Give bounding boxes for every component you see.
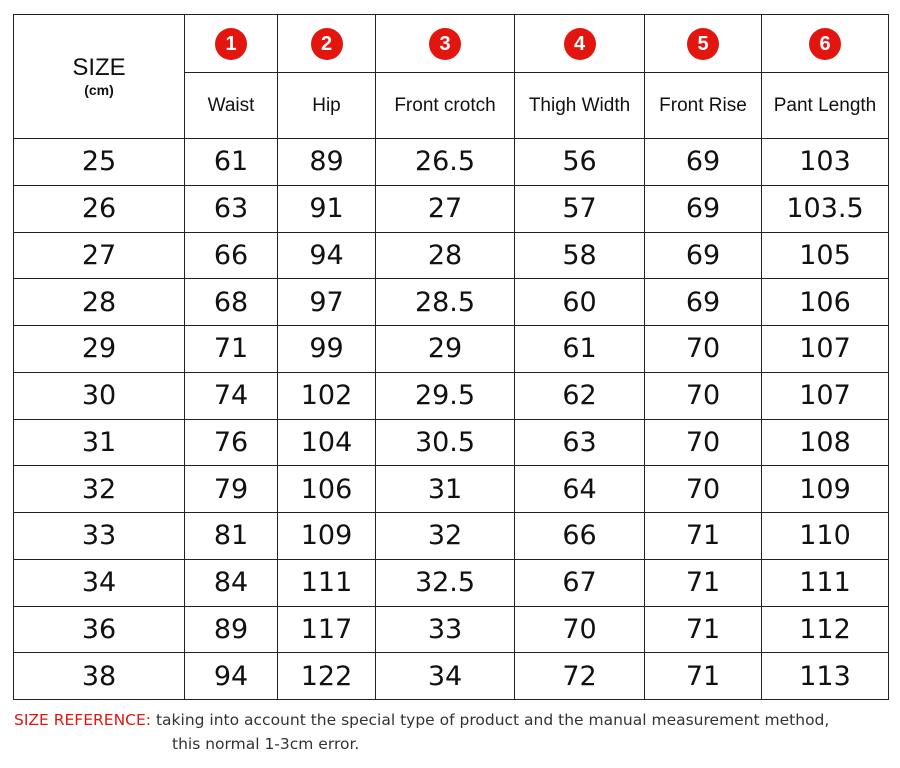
cell-hip: 102	[278, 372, 376, 419]
cell-front-rise: 70	[645, 419, 762, 466]
column-header-pant-length: Pant Length	[762, 73, 889, 139]
cell-size: 29	[14, 326, 185, 373]
cell-hip: 109	[278, 513, 376, 560]
cell-waist: 89	[185, 606, 278, 653]
column-header-thigh-width: Thigh Width	[515, 73, 645, 139]
cell-thigh-width: 57	[515, 185, 645, 232]
table-row	[14, 139, 889, 186]
cell-size: 32	[14, 466, 185, 513]
cell-front-rise: 70	[645, 466, 762, 513]
cell-hip: 111	[278, 559, 376, 606]
cell-waist: 63	[185, 185, 278, 232]
cell-front-crotch: 33	[376, 606, 515, 653]
size-table-body	[14, 139, 889, 700]
cell-front-crotch: 31	[376, 466, 515, 513]
column-header-front-rise: Front Rise	[645, 73, 762, 139]
cell-thigh-width: 56	[515, 139, 645, 186]
cell-front-rise: 69	[645, 185, 762, 232]
cell-size: 26	[14, 185, 185, 232]
cell-waist: 71	[185, 326, 278, 373]
cell-front-crotch: 32.5	[376, 559, 515, 606]
cell-waist: 61	[185, 139, 278, 186]
cell-pant-length: 107	[762, 372, 889, 419]
cell-thigh-width: 61	[515, 326, 645, 373]
cell-front-crotch: 26.5	[376, 139, 515, 186]
column-number-cell	[278, 15, 376, 73]
cell-front-rise: 69	[645, 279, 762, 326]
cell-hip: 117	[278, 606, 376, 653]
cell-front-rise: 71	[645, 653, 762, 700]
cell-hip: 106	[278, 466, 376, 513]
cell-waist: 66	[185, 232, 278, 279]
cell-front-crotch: 30.5	[376, 419, 515, 466]
cell-size: 28	[14, 279, 185, 326]
cell-pant-length: 112	[762, 606, 889, 653]
cell-pant-length: 106	[762, 279, 889, 326]
cell-pant-length: 103.5	[762, 185, 889, 232]
column-number-badge: 1	[215, 28, 247, 60]
cell-size: 34	[14, 559, 185, 606]
cell-front-rise: 69	[645, 232, 762, 279]
cell-hip: 99	[278, 326, 376, 373]
cell-front-rise: 70	[645, 372, 762, 419]
column-number-badge: 3	[429, 28, 461, 60]
column-number-cell	[762, 15, 889, 73]
cell-waist: 68	[185, 279, 278, 326]
column-number-badge: 6	[809, 28, 841, 60]
cell-hip: 91	[278, 185, 376, 232]
table-row	[14, 466, 889, 513]
column-number-cell	[376, 15, 515, 73]
column-header-hip: Hip	[278, 73, 376, 139]
cell-thigh-width: 60	[515, 279, 645, 326]
cell-hip: 122	[278, 653, 376, 700]
cell-waist: 84	[185, 559, 278, 606]
table-row	[14, 653, 889, 700]
cell-size: 27	[14, 232, 185, 279]
size-reference-note	[14, 708, 829, 756]
cell-thigh-width: 66	[515, 513, 645, 560]
table-row	[14, 232, 889, 279]
cell-hip: 89	[278, 139, 376, 186]
cell-pant-length: 111	[762, 559, 889, 606]
cell-size: 25	[14, 139, 185, 186]
table-row	[14, 372, 889, 419]
cell-hip: 97	[278, 279, 376, 326]
table-row	[14, 279, 889, 326]
cell-pant-length: 110	[762, 513, 889, 560]
cell-pant-length: 105	[762, 232, 889, 279]
cell-front-crotch: 28.5	[376, 279, 515, 326]
column-number-badge: 4	[564, 28, 596, 60]
column-number-cell	[185, 15, 278, 73]
cell-front-crotch: 32	[376, 513, 515, 560]
header-number-row	[14, 15, 889, 73]
size-reference-text-line-2: this normal 1-3cm error.	[172, 735, 360, 753]
table-row	[14, 559, 889, 606]
cell-thigh-width: 70	[515, 606, 645, 653]
cell-front-crotch: 28	[376, 232, 515, 279]
cell-thigh-width: 67	[515, 559, 645, 606]
cell-front-rise: 71	[645, 559, 762, 606]
cell-size: 31	[14, 419, 185, 466]
column-header-waist: Waist	[185, 73, 278, 139]
cell-front-rise: 71	[645, 606, 762, 653]
cell-hip: 94	[278, 232, 376, 279]
cell-waist: 81	[185, 513, 278, 560]
cell-thigh-width: 64	[515, 466, 645, 513]
cell-waist: 79	[185, 466, 278, 513]
size-unit-label: (cm)	[84, 81, 114, 98]
cell-hip: 104	[278, 419, 376, 466]
size-header-cell	[14, 15, 185, 139]
cell-front-crotch: 29.5	[376, 372, 515, 419]
table-row	[14, 513, 889, 560]
column-number-badge: 2	[311, 28, 343, 60]
cell-pant-length: 113	[762, 653, 889, 700]
cell-size: 33	[14, 513, 185, 560]
cell-front-crotch: 34	[376, 653, 515, 700]
size-chart-table	[13, 14, 889, 700]
cell-thigh-width: 72	[515, 653, 645, 700]
size-header-label: SIZE	[72, 53, 126, 81]
table-row	[14, 606, 889, 653]
cell-pant-length: 109	[762, 466, 889, 513]
column-header-front-crotch: Front crotch	[376, 73, 515, 139]
column-number-cell	[515, 15, 645, 73]
table-row	[14, 326, 889, 373]
cell-thigh-width: 62	[515, 372, 645, 419]
column-number-cell	[645, 15, 762, 73]
table-row	[14, 419, 889, 466]
cell-pant-length: 103	[762, 139, 889, 186]
cell-thigh-width: 58	[515, 232, 645, 279]
cell-waist: 74	[185, 372, 278, 419]
size-reference-text-line-1: taking into account the special type of product and the manual measurement method,	[155, 711, 830, 729]
cell-front-rise: 71	[645, 513, 762, 560]
cell-waist: 76	[185, 419, 278, 466]
column-number-badge: 5	[687, 28, 719, 60]
cell-waist: 94	[185, 653, 278, 700]
table-row	[14, 185, 889, 232]
cell-size: 38	[14, 653, 185, 700]
cell-size: 30	[14, 372, 185, 419]
cell-pant-length: 107	[762, 326, 889, 373]
cell-pant-length: 108	[762, 419, 889, 466]
cell-thigh-width: 63	[515, 419, 645, 466]
cell-size: 36	[14, 606, 185, 653]
size-reference-label: SIZE REFERENCE:	[14, 711, 152, 729]
cell-front-crotch: 27	[376, 185, 515, 232]
cell-front-crotch: 29	[376, 326, 515, 373]
cell-front-rise: 69	[645, 139, 762, 186]
cell-front-rise: 70	[645, 326, 762, 373]
